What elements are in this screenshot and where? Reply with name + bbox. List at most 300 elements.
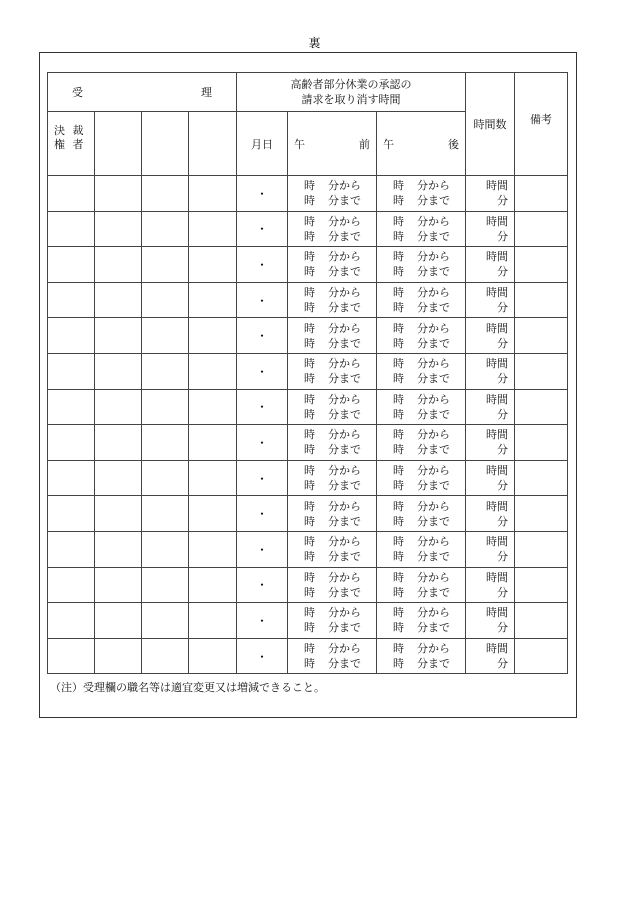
minutes-label: 分 [497,194,509,208]
to-text: 分まで [417,585,450,599]
reception-stamp-cell[interactable] [189,318,237,354]
hour-char: 時 [304,550,315,564]
reception-stamp-cell[interactable] [95,353,142,389]
from-text: 分から [328,499,361,513]
am-time-cell[interactable] [288,567,377,603]
hours-cell[interactable] [466,211,515,247]
cancel-title-line1: 高齢者部分休業の承認の [290,78,412,91]
reception-stamp-cell[interactable] [189,531,237,567]
to-text: 分まで [328,443,361,457]
table-row [48,353,568,389]
table-row [48,282,568,318]
month-day-header: 月日 [237,112,288,176]
to-text: 分まで [328,479,361,493]
to-text: 分まで [417,550,450,564]
date-separator: ・ [255,435,268,450]
hour-char: 時 [304,372,315,386]
from-text: 分から [417,357,450,371]
to-text: 分まで [328,336,361,350]
minutes-label: 分 [497,372,509,386]
hour-char: 時 [393,194,404,208]
date-separator: ・ [255,329,268,344]
reception-stamp-cell[interactable] [189,496,237,532]
notes-cell[interactable] [515,531,568,567]
reception-label-left: 受 [72,86,83,99]
hour-char: 時 [393,392,404,406]
from-text: 分から [417,606,450,620]
decider-stamp-cell[interactable] [48,318,95,354]
hour-char: 時 [304,250,315,264]
decider-stamp-cell[interactable] [48,282,95,318]
am-time-cell[interactable] [288,353,377,389]
table-row [48,603,568,639]
to-text: 分まで [328,585,361,599]
hour-char: 時 [393,464,404,478]
hours-cell[interactable] [466,567,515,603]
hours-label: 時間 [486,214,509,228]
date-cell[interactable] [237,603,288,639]
hour-char: 時 [393,570,404,584]
table-row [48,425,568,461]
minutes-label: 分 [497,514,509,528]
hour-char: 時 [304,514,315,528]
minutes-label: 分 [497,407,509,421]
to-text: 分まで [328,550,361,564]
date-separator: ・ [255,471,268,486]
to-text: 分まで [328,301,361,315]
reception-stamp-cell[interactable] [189,247,237,283]
to-text: 分まで [328,372,361,386]
notes-cell[interactable] [515,211,568,247]
to-text: 分まで [328,265,361,279]
table-row [48,567,568,603]
hour-char: 時 [393,214,404,228]
hours-column-header: 時間数 [466,73,515,176]
cancel-title-line2: 請求を取り消す時間 [301,93,401,106]
to-text: 分まで [417,443,450,457]
reception-stamp-cell[interactable] [95,425,142,461]
hour-char: 時 [393,535,404,549]
decider-stamp-cell[interactable] [48,460,95,496]
from-text: 分から [328,464,361,478]
hour-char: 時 [393,179,404,193]
hours-cell[interactable] [466,318,515,354]
date-separator: ・ [255,257,268,272]
reception-stamp-cell[interactable] [95,112,142,176]
pm-time-cell[interactable] [377,567,466,603]
reception-stamp-cell[interactable] [142,531,189,567]
hour-char: 時 [393,606,404,620]
minutes-label: 分 [497,657,509,671]
am-time-cell[interactable] [288,282,377,318]
date-cell[interactable] [237,638,288,674]
reception-stamp-cell[interactable] [189,460,237,496]
to-text: 分まで [417,194,450,208]
notes-cell[interactable] [515,460,568,496]
from-text: 分から [328,357,361,371]
am-time-cell[interactable] [288,211,377,247]
reception-stamp-cell[interactable] [142,638,189,674]
am-time-cell[interactable] [288,496,377,532]
am-time-cell[interactable] [288,318,377,354]
hour-char: 時 [393,250,404,264]
hour-char: 時 [304,321,315,335]
reception-stamp-cell[interactable] [189,425,237,461]
hours-cell[interactable] [466,176,515,212]
date-cell[interactable] [237,282,288,318]
reception-stamp-cell[interactable] [142,460,189,496]
hours-label: 時間 [486,321,509,335]
to-text: 分まで [328,229,361,243]
decider-line2: 権 者 [54,138,86,151]
to-text: 分まで [328,657,361,671]
hour-char: 時 [304,479,315,493]
hours-cell[interactable] [466,247,515,283]
reception-stamp-cell[interactable] [95,531,142,567]
from-text: 分から [328,642,361,656]
pm-left: 午 [383,137,394,151]
pm-time-cell[interactable] [377,603,466,639]
reception-stamp-cell[interactable] [189,353,237,389]
notes-cell[interactable] [515,318,568,354]
reception-stamp-cell[interactable] [142,247,189,283]
am-time-cell[interactable] [288,638,377,674]
to-text: 分まで [417,621,450,635]
reception-stamp-cell[interactable] [95,318,142,354]
reception-stamp-cell[interactable] [189,211,237,247]
reception-stamp-cell[interactable] [142,425,189,461]
table-row [48,318,568,354]
hour-char: 時 [393,321,404,335]
hour-char: 時 [393,372,404,386]
minutes-label: 分 [497,550,509,564]
from-text: 分から [328,214,361,228]
date-separator: ・ [255,613,268,628]
notes-cell[interactable] [515,603,568,639]
to-text: 分まで [417,514,450,528]
reception-stamp-cell[interactable] [142,318,189,354]
hours-label: 時間 [486,642,509,656]
hour-char: 時 [304,606,315,620]
date-separator: ・ [255,400,268,415]
reception-stamp-cell[interactable] [95,460,142,496]
notes-cell[interactable] [515,638,568,674]
reception-stamp-cell[interactable] [189,389,237,425]
pm-time-cell[interactable] [377,176,466,212]
decider-stamp-cell[interactable] [48,496,95,532]
date-separator: ・ [255,649,268,664]
pm-time-cell[interactable] [377,282,466,318]
from-text: 分から [417,535,450,549]
hours-cell[interactable] [466,389,515,425]
pm-time-cell[interactable] [377,247,466,283]
hour-char: 時 [393,514,404,528]
reception-stamp-cell[interactable] [95,638,142,674]
hour-char: 時 [393,585,404,599]
reception-stamp-cell[interactable] [189,638,237,674]
pm-time-cell[interactable] [377,353,466,389]
from-text: 分から [328,535,361,549]
hours-cell[interactable] [466,531,515,567]
table-row [48,247,568,283]
hour-char: 時 [393,499,404,513]
minutes-label: 分 [497,265,509,279]
decider-stamp-cell[interactable] [48,425,95,461]
decider-stamp-cell[interactable] [48,247,95,283]
from-text: 分から [417,250,450,264]
notes-cell[interactable] [515,247,568,283]
from-text: 分から [417,286,450,300]
to-text: 分まで [417,336,450,350]
reception-stamp-cell[interactable] [95,389,142,425]
minutes-label: 分 [497,621,509,635]
reception-stamp-cell[interactable] [142,567,189,603]
hour-char: 時 [393,443,404,457]
hours-cell[interactable] [466,282,515,318]
hour-char: 時 [393,407,404,421]
am-time-cell[interactable] [288,531,377,567]
notes-column-header [515,73,568,176]
decider-line1: 決 裁 [54,124,86,137]
date-separator: ・ [255,364,268,379]
hour-char: 時 [393,336,404,350]
notes-cell[interactable] [515,496,568,532]
hour-char: 時 [393,479,404,493]
from-text: 分から [328,606,361,620]
date-cell[interactable] [237,567,288,603]
minutes-label: 分 [497,336,509,350]
hour-char: 時 [304,499,315,513]
hour-char: 時 [393,621,404,635]
hour-char: 時 [393,286,404,300]
am-time-cell[interactable] [288,389,377,425]
hour-char: 時 [304,407,315,421]
reception-stamp-cell[interactable] [142,282,189,318]
hour-char: 時 [304,265,315,279]
date-cell[interactable] [237,460,288,496]
to-text: 分まで [417,479,450,493]
hour-char: 時 [304,357,315,371]
am-time-cell[interactable] [288,603,377,639]
table-row [48,389,568,425]
pm-time-cell[interactable] [377,531,466,567]
hours-label: 時間 [486,428,509,442]
am-time-cell[interactable] [288,247,377,283]
hour-char: 時 [393,550,404,564]
am-time-cell[interactable] [288,425,377,461]
from-text: 分から [417,570,450,584]
hour-char: 時 [304,535,315,549]
date-cell[interactable] [237,389,288,425]
hour-char: 時 [304,642,315,656]
reception-stamp-cell[interactable] [142,176,189,212]
from-text: 分から [328,179,361,193]
hours-label: 時間 [486,570,509,584]
hour-char: 時 [304,428,315,442]
date-cell[interactable] [237,496,288,532]
decider-stamp-cell[interactable] [48,389,95,425]
hours-label: 時間 [486,357,509,371]
date-separator: ・ [255,186,268,201]
hour-char: 時 [304,286,315,300]
decider-stamp-cell[interactable] [48,211,95,247]
hours-cell[interactable] [466,460,515,496]
reception-stamp-cell[interactable] [95,176,142,212]
hours-cell[interactable] [466,353,515,389]
hour-char: 時 [304,179,315,193]
hour-char: 時 [304,464,315,478]
date-cell[interactable] [237,247,288,283]
pm-right: 後 [448,137,460,151]
reception-stamp-cell[interactable] [142,112,189,176]
hour-char: 時 [304,621,315,635]
hour-char: 時 [304,229,315,243]
cancellation-table [47,72,568,674]
reception-stamp-cell[interactable] [189,603,237,639]
decider-stamp-cell[interactable] [48,638,95,674]
am-left: 午 [294,137,305,151]
table-row [48,496,568,532]
date-cell[interactable] [237,353,288,389]
date-cell[interactable] [237,176,288,212]
from-text: 分から [417,428,450,442]
pm-time-cell[interactable] [377,425,466,461]
hour-char: 時 [304,392,315,406]
table-row [48,176,568,212]
from-text: 分から [417,214,450,228]
hours-label: 時間 [486,179,509,193]
decider-stamp-cell[interactable] [48,176,95,212]
minutes-label: 分 [497,229,509,243]
minutes-label: 分 [497,585,509,599]
hour-char: 時 [393,265,404,279]
from-text: 分から [328,250,361,264]
pm-time-cell[interactable] [377,318,466,354]
date-separator: ・ [255,578,268,593]
date-cell[interactable] [237,531,288,567]
notes-cell[interactable] [515,389,568,425]
pm-time-cell[interactable] [377,389,466,425]
notes-cell[interactable] [515,567,568,603]
hour-char: 時 [393,229,404,243]
reception-stamp-cell[interactable] [142,603,189,639]
reception-stamp-cell[interactable] [189,567,237,603]
decider-stamp-cell[interactable] [48,531,95,567]
to-text: 分まで [417,265,450,279]
hour-char: 時 [304,336,315,350]
to-text: 分まで [417,301,450,315]
reception-stamp-cell[interactable] [142,211,189,247]
notes-cell[interactable] [515,282,568,318]
table-row [48,531,568,567]
from-text: 分から [417,499,450,513]
reception-stamp-cell[interactable] [95,282,142,318]
notes-cell[interactable] [515,353,568,389]
from-text: 分から [328,286,361,300]
pm-time-cell[interactable] [377,638,466,674]
date-separator: ・ [255,293,268,308]
to-text: 分まで [417,229,450,243]
date-separator: ・ [255,542,268,557]
page-side-label: 裏 [308,36,322,50]
reception-stamp-cell[interactable] [95,603,142,639]
to-text: 分まで [328,621,361,635]
am-time-cell[interactable] [288,176,377,212]
minutes-label: 分 [497,301,509,315]
decider-cell [48,112,95,176]
hours-label: 時間 [486,606,509,620]
to-text: 分まで [328,514,361,528]
decider-stamp-cell[interactable] [48,603,95,639]
from-text: 分から [417,321,450,335]
hour-char: 時 [304,214,315,228]
reception-stamp-cell[interactable] [95,247,142,283]
cancel-time-header [237,73,466,112]
hour-char: 時 [393,657,404,671]
footnote: （注）受理欄の職名等は適宜変更又は増減できること。 [50,681,325,694]
hours-cell[interactable] [466,496,515,532]
hours-cell[interactable] [466,425,515,461]
to-text: 分まで [417,372,450,386]
from-text: 分から [417,179,450,193]
am-time-cell[interactable] [288,460,377,496]
hour-char: 時 [304,657,315,671]
reception-label-right: 理 [201,86,212,99]
notes-cell[interactable] [515,176,568,212]
pm-time-cell[interactable] [377,460,466,496]
pm-time-cell[interactable] [377,496,466,532]
hour-char: 時 [304,301,315,315]
to-text: 分まで [417,407,450,421]
decider-stamp-cell[interactable] [48,567,95,603]
table-row [48,638,568,674]
to-text: 分まで [328,407,361,421]
reception-stamp-cell[interactable] [95,211,142,247]
to-text: 分まで [328,194,361,208]
am-right: 前 [359,137,370,151]
hour-char: 時 [393,301,404,315]
from-text: 分から [328,321,361,335]
hours-label: 時間 [486,250,509,264]
from-text: 分から [328,428,361,442]
reception-stamp-cell[interactable] [95,567,142,603]
reception-header [48,73,237,112]
date-separator: ・ [255,222,268,237]
date-separator: ・ [255,507,268,522]
decider-stamp-cell[interactable] [48,353,95,389]
reception-stamp-cell[interactable] [189,112,237,176]
date-cell[interactable] [237,425,288,461]
reception-stamp-cell[interactable] [142,353,189,389]
hour-char: 時 [393,428,404,442]
date-cell[interactable] [237,211,288,247]
pm-time-cell[interactable] [377,211,466,247]
minutes-label: 分 [497,443,509,457]
date-cell[interactable] [237,318,288,354]
hour-char: 時 [304,194,315,208]
am-header [288,112,377,176]
notes-cell[interactable] [515,425,568,461]
reception-stamp-cell[interactable] [189,282,237,318]
notes-label: 備考 [530,113,553,126]
reception-stamp-cell[interactable] [142,389,189,425]
reception-stamp-cell[interactable] [189,176,237,212]
reception-stamp-cell[interactable] [95,496,142,532]
pm-header [377,112,466,176]
hours-cell[interactable] [466,638,515,674]
reception-stamp-cell[interactable] [142,496,189,532]
hours-cell[interactable] [466,603,515,639]
